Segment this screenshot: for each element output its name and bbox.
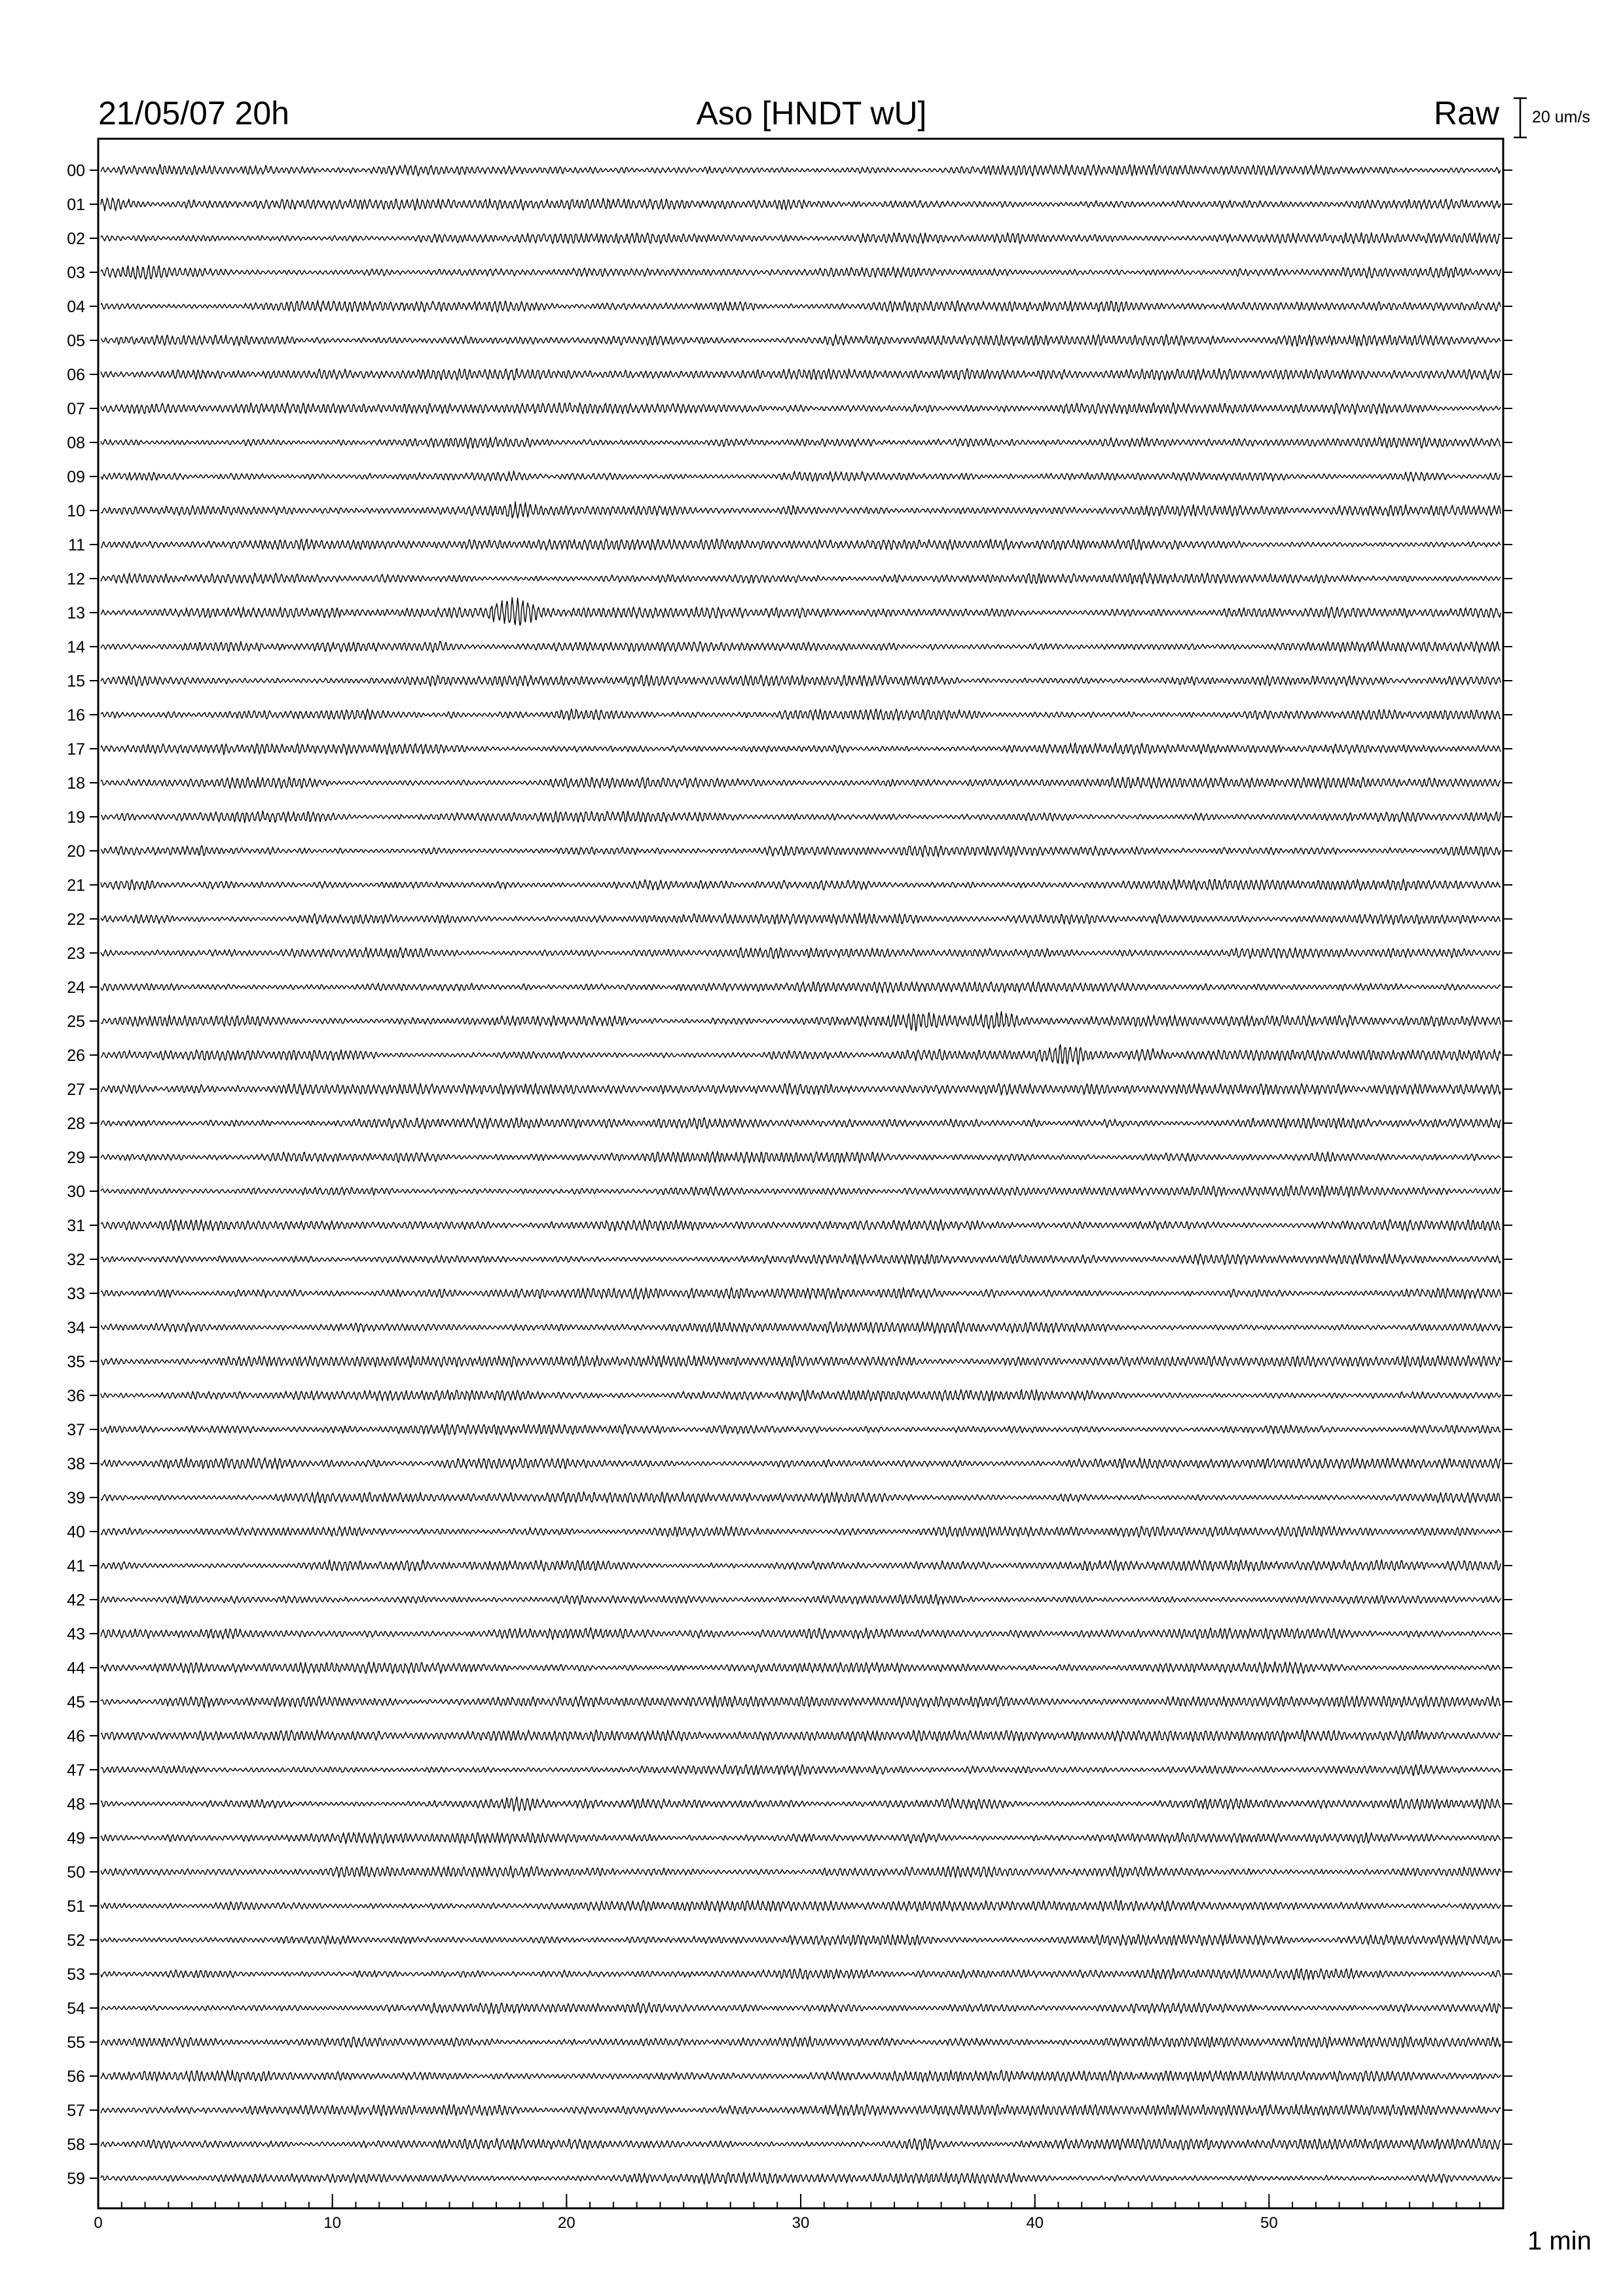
seismogram-trace [101, 947, 1501, 958]
seismogram-trace [101, 777, 1501, 789]
seismogram-trace [101, 1355, 1501, 1367]
row-label: 26 [67, 1047, 85, 1065]
row-label: 29 [67, 1149, 85, 1167]
seismogram-trace [101, 1628, 1501, 1640]
seismogram-trace [101, 265, 1501, 279]
row-label: 18 [67, 774, 85, 793]
row-label: 58 [67, 2136, 85, 2154]
seismogram-trace [101, 1900, 1501, 1912]
seismogram-trace [101, 403, 1501, 414]
row-label: 52 [67, 1931, 85, 1950]
row-label: 39 [67, 1489, 85, 1507]
seismogram-trace [101, 1797, 1501, 1812]
seismogram-trace [101, 164, 1501, 176]
seismogram-trace [101, 675, 1501, 686]
seismogram-trace [101, 2070, 1501, 2082]
seismogram-trace [101, 1287, 1501, 1299]
row-label: 54 [67, 2000, 85, 2018]
row-label: 57 [67, 2102, 85, 2120]
x-axis [94, 2194, 1503, 2232]
seismogram-trace [101, 913, 1501, 925]
row-label: 04 [67, 298, 85, 316]
row-label: 30 [67, 1183, 85, 1201]
seismogram-trace [101, 2036, 1501, 2048]
row-label: 12 [67, 570, 85, 588]
x-tick-label: 30 [792, 2214, 810, 2232]
row-label: 22 [67, 910, 85, 929]
seismogram-trace [101, 598, 1501, 625]
seismogram-trace [101, 1560, 1501, 1571]
row-label: 27 [67, 1081, 85, 1099]
row-label: 23 [67, 944, 85, 963]
seismogram-trace [101, 641, 1501, 653]
seismogram-trace [101, 1833, 1501, 1844]
seismogram-trace [101, 982, 1501, 993]
plot-frame [98, 139, 1503, 2208]
row-label: 56 [67, 2068, 85, 2086]
seismogram-trace [101, 846, 1501, 857]
seismogram-trace [101, 1012, 1501, 1031]
seismogram-trace [101, 879, 1501, 891]
date-label: 21/05/07 20h [98, 95, 289, 132]
row-label: 32 [67, 1251, 85, 1269]
row-labels [67, 162, 1512, 2188]
seismogram-trace [101, 1424, 1501, 1435]
seismogram-trace [101, 1866, 1501, 1878]
seismogram-trace [101, 1492, 1501, 1503]
seismogram-trace [101, 1458, 1501, 1469]
row-label: 36 [67, 1387, 85, 1405]
seismogram-trace [101, 1969, 1501, 1980]
seismogram-trace [101, 368, 1501, 380]
seismogram-trace [101, 198, 1501, 211]
seismogram-trace [101, 1186, 1501, 1198]
seismogram-trace [101, 1219, 1501, 1231]
x-tick-label: 20 [557, 2214, 575, 2232]
row-label: 42 [67, 1591, 85, 1609]
row-label: 16 [67, 706, 85, 725]
row-label: 49 [67, 1829, 85, 1848]
seismogram-trace [101, 1696, 1501, 1708]
x-tick-label: 10 [323, 2214, 342, 2232]
row-label: 48 [67, 1795, 85, 1814]
row-label: 41 [67, 1557, 85, 1575]
seismogram-trace [101, 1117, 1501, 1128]
seismogram-trace [101, 334, 1501, 346]
seismogram-trace [101, 2138, 1501, 2150]
row-label: 19 [67, 808, 85, 827]
chart-title: Aso [HNDT wU] [696, 95, 927, 132]
row-label: 07 [67, 400, 85, 418]
row-label: 44 [67, 1659, 85, 1677]
row-label: 00 [67, 162, 85, 180]
row-label: 21 [67, 876, 85, 895]
seismogram-trace [101, 1730, 1501, 1742]
row-label: 01 [67, 196, 85, 214]
seismogram-trace [101, 1765, 1501, 1776]
seismogram-trace [101, 1083, 1501, 1095]
row-label: 55 [67, 2034, 85, 2052]
row-label: 09 [67, 468, 85, 486]
row-label: 24 [67, 978, 85, 997]
x-tick-label: 0 [94, 2214, 103, 2232]
seismogram-trace [101, 2003, 1501, 2014]
row-label: 33 [67, 1285, 85, 1303]
row-label: 05 [67, 332, 85, 350]
seismogram-trace [101, 539, 1501, 550]
seismogram-trace [101, 2172, 1501, 2184]
seismogram-trace [101, 1254, 1501, 1265]
row-label: 08 [67, 434, 85, 452]
seismogram-trace [101, 1594, 1501, 1605]
mode-label: Raw [1434, 95, 1500, 132]
seismogram-trace [101, 1151, 1501, 1163]
seismogram-trace [101, 502, 1501, 518]
amplitude-scale-label: 20 um/s [1532, 108, 1590, 126]
row-label: 15 [67, 672, 85, 691]
row-label: 37 [67, 1421, 85, 1439]
x-axis-unit-label: 1 min [1527, 2227, 1592, 2255]
row-label: 11 [68, 536, 85, 554]
row-label: 17 [67, 740, 85, 759]
row-label: 10 [67, 502, 85, 520]
x-tick-label: 40 [1026, 2214, 1044, 2232]
row-label: 53 [67, 1965, 85, 1984]
row-label: 14 [67, 638, 85, 656]
row-label: 47 [67, 1761, 85, 1780]
seismogram-trace [101, 1662, 1501, 1674]
row-label: 20 [67, 842, 85, 861]
row-label: 50 [67, 1863, 85, 1882]
seismogram-trace [101, 1390, 1501, 1401]
row-label: 51 [67, 1897, 85, 1916]
row-label: 13 [67, 604, 85, 622]
seismogram-trace [101, 1526, 1501, 1537]
seismogram-trace [101, 811, 1501, 823]
scale-bar [1514, 98, 1527, 137]
seismogram-trace [101, 233, 1501, 244]
row-label: 43 [67, 1625, 85, 1643]
row-label: 34 [67, 1319, 85, 1337]
seismogram-trace [101, 709, 1501, 721]
seismogram-trace [101, 471, 1501, 482]
seismogram-traces [101, 164, 1501, 2184]
seismogram-trace [101, 1321, 1501, 1333]
seismogram-trace [101, 1045, 1501, 1064]
seismogram-trace [101, 573, 1501, 584]
row-label: 25 [67, 1013, 85, 1031]
row-label: 35 [67, 1353, 85, 1371]
seismogram-trace [101, 1934, 1501, 1946]
row-label: 31 [67, 1217, 85, 1235]
seismogram-trace [101, 437, 1501, 448]
row-label: 38 [67, 1455, 85, 1473]
row-label: 45 [67, 1693, 85, 1712]
row-label: 46 [67, 1727, 85, 1746]
seismogram-trace [101, 300, 1501, 312]
seismogram-trace [101, 2104, 1501, 2116]
row-label: 03 [67, 264, 85, 282]
row-label: 06 [67, 366, 85, 384]
row-label: 59 [67, 2170, 85, 2188]
seismogram-trace [101, 743, 1501, 755]
row-label: 40 [67, 1523, 85, 1541]
row-label: 28 [67, 1115, 85, 1133]
row-label: 02 [67, 230, 85, 248]
x-tick-label: 50 [1260, 2214, 1278, 2232]
